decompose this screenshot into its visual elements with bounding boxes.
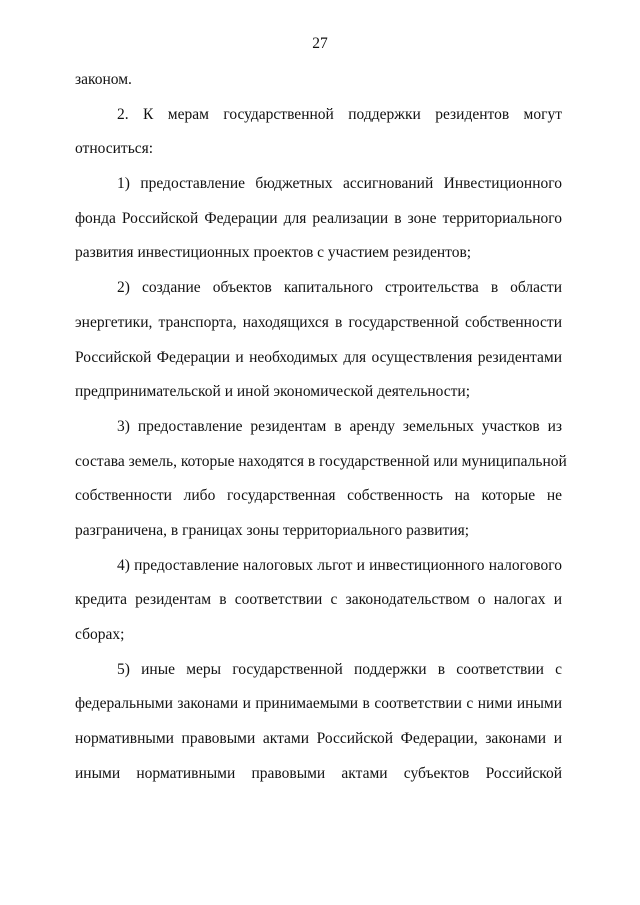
paragraph-intro — [75, 98, 562, 167]
text-line: кредита резидентам в соответствии с законодательством о налогах и — [75, 591, 562, 609]
page-number: 27 — [312, 35, 328, 52]
text-line: нормативными правовыми актами Российской Федерации, законами и — [75, 730, 562, 748]
list-item-4 — [75, 549, 562, 653]
text-line: развития инвестиционных проектов с участием резидентов; — [75, 244, 472, 262]
text-line: сборах; — [75, 626, 125, 643]
text-line: 1) предоставление бюджетных ассигнований Инвестиционного — [117, 175, 562, 193]
text-line: разграничена, в границах зоны территориального развития; — [75, 521, 470, 539]
document-body — [75, 63, 567, 791]
text-line: энергетики, транспорта, находящихся в государственной собственности — [75, 313, 562, 331]
list-item-1 — [75, 167, 562, 271]
list-item-3 — [75, 410, 567, 549]
text-line: 4) предоставление налоговых льгот и инвестиционного налогового — [117, 556, 562, 574]
paragraph-continuation — [75, 63, 562, 98]
text-line: 2) создание объектов капитального строительства в области — [117, 279, 562, 297]
text-line: относиться: — [75, 140, 154, 158]
list-item-2 — [75, 271, 562, 410]
text-line: 3) предоставление резидентам в аренду земельных участков из — [117, 417, 562, 435]
text-line: собственности либо государственная собственность на которые не — [75, 487, 562, 505]
text-line: иными нормативными правовыми актами субъектов Российской — [75, 764, 562, 782]
text-line: законом. — [75, 71, 132, 88]
text-line: Российской Федерации и необходимых для осуществления резидентами — [75, 348, 562, 366]
text-line: состава земель, которые находятся в государственной или муниципальной — [75, 452, 567, 470]
text-line: предпринимательской и иной экономической деятельности; — [75, 383, 471, 401]
list-item-5 — [75, 653, 562, 792]
text-line: 5) иные меры государственной поддержки в соответствии с — [117, 660, 562, 678]
text-line: фонда Российской Федерации для реализации в зоне территориального — [75, 209, 562, 227]
text-line: 2. К мерам государственной поддержки резидентов могут — [117, 105, 562, 123]
text-line: федеральными законами и принимаемыми в соответствии с ними иными — [75, 695, 562, 713]
